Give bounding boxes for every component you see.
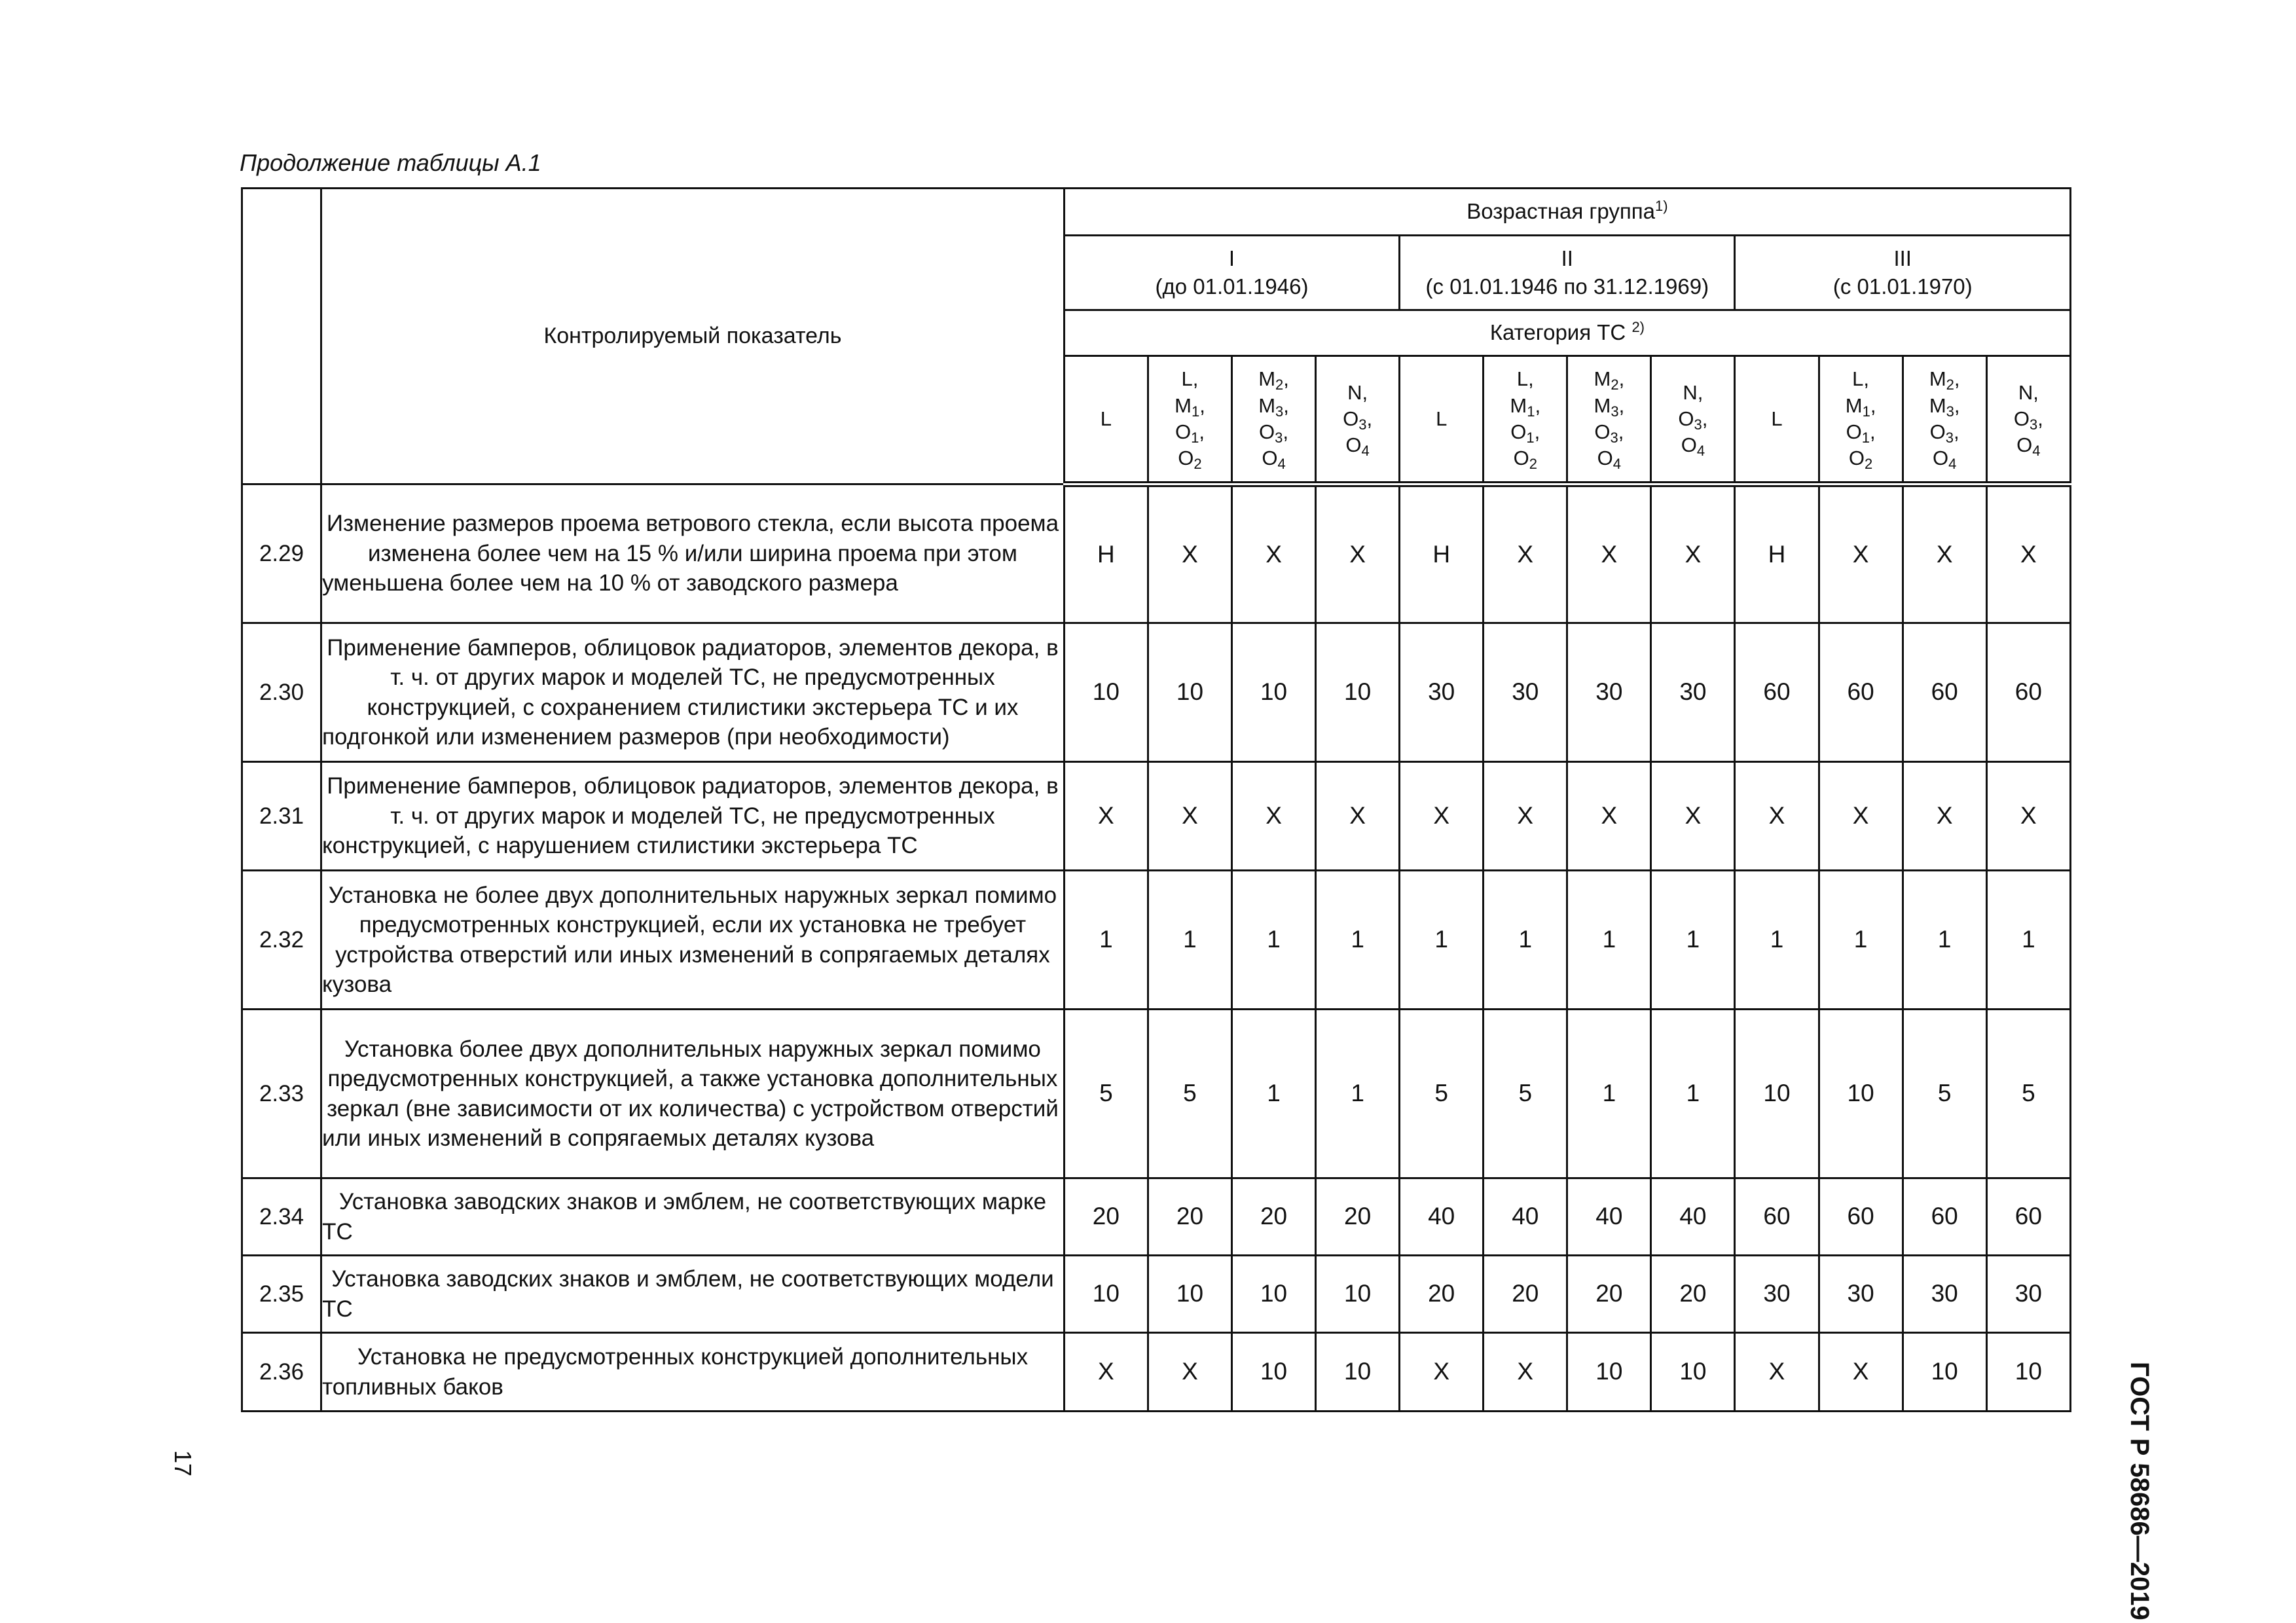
row-number: 2.29: [242, 484, 321, 623]
table-row: [242, 1010, 2071, 1178]
category-L: L: [1735, 356, 1819, 484]
value-cell: 60: [1903, 1178, 1986, 1256]
value-cell: Х: [1819, 1333, 1903, 1412]
value-cell: 1: [1819, 871, 1903, 1010]
table-row: [242, 484, 2071, 623]
value-cell: 20: [1651, 1256, 1735, 1333]
indicator-text: Установка заводских знаков и эмблем, не соответствующих модели ТС: [321, 1256, 1065, 1333]
row-number: 2.32: [242, 871, 321, 1010]
value-cell: Х: [1651, 484, 1735, 623]
age-group-2: II (с 01.01.1946 по 31.12.1969): [1400, 236, 1735, 310]
value-cell: 10: [1986, 1333, 2070, 1412]
age-group-header: Возрастная группа$^{1)}$: [1064, 189, 2070, 236]
value-cell: 1: [1316, 871, 1400, 1010]
value-cell: 40: [1567, 1178, 1651, 1256]
value-cell: Х: [1232, 484, 1316, 623]
table-caption: Продолжение таблицы А.1: [240, 149, 541, 176]
row-number: 2.31: [242, 762, 321, 871]
value-cell: 20: [1400, 1256, 1484, 1333]
table-row: [242, 1333, 2071, 1412]
value-cell: Х: [1903, 484, 1986, 623]
table-body: [242, 484, 2071, 1412]
value-cell: 10: [1567, 1333, 1651, 1412]
table-row: [242, 762, 2071, 871]
document-code: ГОСТ Р 58686—2019: [2125, 1362, 2154, 1620]
value-cell: Х: [1567, 484, 1651, 623]
value-cell: Х: [1400, 1333, 1484, 1412]
value-cell: 60: [1986, 623, 2070, 762]
value-cell: 1: [1986, 871, 2070, 1010]
value-cell: Х: [1567, 762, 1651, 871]
value-cell: 60: [1735, 1178, 1819, 1256]
category-L: L: [1400, 356, 1484, 484]
table-row: [242, 623, 2071, 762]
row-number: 2.33: [242, 1010, 321, 1178]
value-cell: Х: [1819, 484, 1903, 623]
value-cell: Х: [1064, 762, 1148, 871]
value-cell: Н: [1064, 484, 1148, 623]
value-cell: 10: [1316, 1333, 1400, 1412]
value-cell: 1: [1316, 1010, 1400, 1178]
page-number: 17: [170, 1450, 196, 1477]
value-cell: 10: [1316, 1256, 1400, 1333]
age-group-1: I (до 01.01.1946): [1064, 236, 1399, 310]
value-cell: Х: [1148, 484, 1231, 623]
value-cell: 10: [1651, 1333, 1735, 1412]
requirements-table: [241, 187, 2071, 1412]
value-cell: 10: [1903, 1333, 1986, 1412]
value-cell: Х: [1148, 762, 1231, 871]
value-cell: Н: [1735, 484, 1819, 623]
category-N-O3-O4: N, $O_3$, $O_4$: [1651, 356, 1735, 484]
value-cell: 1: [1148, 871, 1231, 1010]
value-cell: 60: [1986, 1178, 2070, 1256]
value-cell: 1: [1232, 871, 1316, 1010]
value-cell: Х: [1316, 484, 1400, 623]
indicator-text: Установка более двух дополнительных наружных зеркал помимо предусмотренных конструкцией, а также установка дополнительных зеркал (вне зависимости от их количества) с устройством отверстий или иных изменений в сопрягаемых деталях кузова: [321, 1010, 1065, 1178]
value-cell: Х: [1148, 1333, 1231, 1412]
value-cell: Х: [1484, 1333, 1567, 1412]
table-row: [242, 1256, 2071, 1333]
value-cell: 40: [1400, 1178, 1484, 1256]
category-L-M1-O1-O2: L, $M_1$, $O_1$, $O_2$: [1148, 356, 1231, 484]
value-cell: 30: [1567, 623, 1651, 762]
value-cell: 10: [1064, 623, 1148, 762]
value-cell: Х: [1986, 484, 2070, 623]
row-number: 2.34: [242, 1178, 321, 1256]
indicator-text: Установка заводских знаков и эмблем, не соответствующих марке ТС: [321, 1178, 1065, 1256]
value-cell: 5: [1400, 1010, 1484, 1178]
value-cell: Х: [1316, 762, 1400, 871]
indicator-text: Изменение размеров проема ветрового стекла, если высота проема изменена более чем на 15 % и/или ширина проема при этом уменьшена более чем на 10 % от заводского размера: [321, 484, 1065, 623]
value-cell: 5: [1986, 1010, 2070, 1178]
value-cell: Х: [1651, 762, 1735, 871]
value-cell: 30: [1986, 1256, 2070, 1333]
value-cell: 40: [1484, 1178, 1567, 1256]
value-cell: 10: [1316, 623, 1400, 762]
value-cell: 20: [1484, 1256, 1567, 1333]
value-cell: Х: [1903, 762, 1986, 871]
value-cell: 10: [1148, 1256, 1231, 1333]
value-cell: Х: [1400, 762, 1484, 871]
value-cell: 60: [1735, 623, 1819, 762]
value-cell: Х: [1484, 762, 1567, 871]
value-cell: Х: [1232, 762, 1316, 871]
value-cell: 20: [1148, 1178, 1231, 1256]
value-cell: 30: [1484, 623, 1567, 762]
row-number-header: [242, 189, 321, 484]
value-cell: 30: [1735, 1256, 1819, 1333]
value-cell: 10: [1064, 1256, 1148, 1333]
value-cell: 10: [1232, 1333, 1316, 1412]
value-cell: 60: [1819, 1178, 1903, 1256]
value-cell: 1: [1651, 1010, 1735, 1178]
value-cell: 40: [1651, 1178, 1735, 1256]
value-cell: 20: [1316, 1178, 1400, 1256]
value-cell: 1: [1064, 871, 1148, 1010]
value-cell: 10: [1232, 1256, 1316, 1333]
value-cell: 5: [1484, 1010, 1567, 1178]
value-cell: 1: [1903, 871, 1986, 1010]
table-row: [242, 871, 2071, 1010]
value-cell: 1: [1651, 871, 1735, 1010]
value-cell: 30: [1651, 623, 1735, 762]
category-L: L: [1064, 356, 1148, 484]
value-cell: 5: [1064, 1010, 1148, 1178]
value-cell: 20: [1567, 1256, 1651, 1333]
value-cell: 60: [1903, 623, 1986, 762]
value-cell: Х: [1064, 1333, 1148, 1412]
value-cell: 10: [1232, 623, 1316, 762]
indicator-text: Установка не более двух дополнительных наружных зеркал помимо предусмотренных конструкцией, если их установка не требует устройства отверстий или иных изменений в сопрягаемых деталях кузова: [321, 871, 1065, 1010]
value-cell: 30: [1400, 623, 1484, 762]
value-cell: 10: [1735, 1010, 1819, 1178]
value-cell: 10: [1148, 623, 1231, 762]
row-number: 2.35: [242, 1256, 321, 1333]
value-cell: 1: [1232, 1010, 1316, 1178]
value-cell: 1: [1735, 871, 1819, 1010]
value-cell: 1: [1567, 871, 1651, 1010]
row-number: 2.36: [242, 1333, 321, 1412]
value-cell: Х: [1986, 762, 2070, 871]
category-M2-M3-O3-O4: $M_2$, $M_3$, $O_3$, $O_4$: [1903, 356, 1986, 484]
value-cell: Х: [1735, 762, 1819, 871]
age-group-3: III (с 01.01.1970): [1735, 236, 2071, 310]
indicator-text: Установка не предусмотренных конструкцией дополнительных топливных баков: [321, 1333, 1065, 1412]
value-cell: 30: [1819, 1256, 1903, 1333]
vehicle-category-header: Категория ТС $^{2)}$: [1064, 310, 2070, 356]
category-N-O3-O4: N, $O_3$, $O_4$: [1316, 356, 1400, 484]
value-cell: 5: [1903, 1010, 1986, 1178]
indicator-text: Применение бамперов, облицовок радиаторов, элементов декора, в т. ч. от других марок и моделей ТС, не предусмотренных конструкцией, с нарушением стилистики экстерьера ТС: [321, 762, 1065, 871]
indicator-header: Контролируемый показатель: [321, 189, 1065, 484]
value-cell: Н: [1400, 484, 1484, 623]
category-L-M1-O1-O2: L, $M_1$, $O_1$, $O_2$: [1819, 356, 1903, 484]
value-cell: 1: [1484, 871, 1567, 1010]
value-cell: Х: [1819, 762, 1903, 871]
value-cell: 60: [1819, 623, 1903, 762]
value-cell: 20: [1064, 1178, 1148, 1256]
value-cell: 20: [1232, 1178, 1316, 1256]
category-L-M1-O1-O2: L, $M_1$, $O_1$, $O_2$: [1484, 356, 1567, 484]
table-row: [242, 1178, 2071, 1256]
category-M2-M3-O3-O4: $M_2$, $M_3$, $O_3$, $O_4$: [1567, 356, 1651, 484]
value-cell: Х: [1735, 1333, 1819, 1412]
category-N-O3-O4: N, $O_3$, $O_4$: [1986, 356, 2070, 484]
value-cell: Х: [1484, 484, 1567, 623]
value-cell: 10: [1819, 1010, 1903, 1178]
value-cell: 1: [1400, 871, 1484, 1010]
category-M2-M3-O3-O4: $M_2$, $M_3$, $O_3$, $O_4$: [1232, 356, 1316, 484]
value-cell: 1: [1567, 1010, 1651, 1178]
indicator-text: Применение бамперов, облицовок радиаторов, элементов декора, в т. ч. от других марок и моделей ТС, не предусмотренных конструкцией, с сохранением стилистики экстерьера ТС и их подгонкой или изменением размеров (при необходимости): [321, 623, 1065, 762]
value-cell: 30: [1903, 1256, 1986, 1333]
row-number: 2.30: [242, 623, 321, 762]
value-cell: 5: [1148, 1010, 1231, 1178]
